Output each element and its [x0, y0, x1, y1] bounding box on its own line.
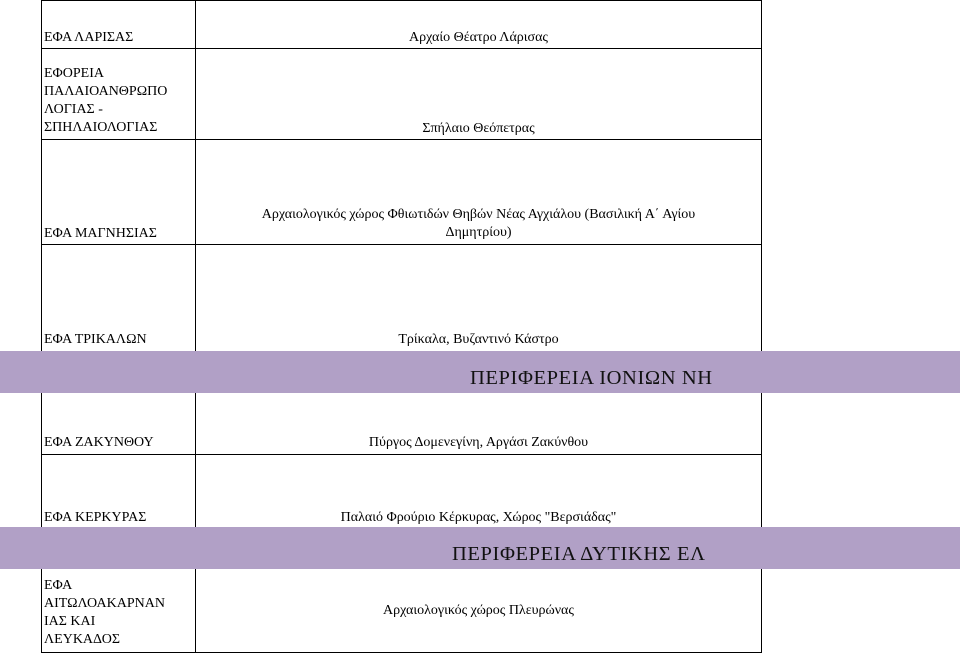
grid-line [761, 393, 762, 527]
grid-line [195, 0, 196, 351]
authority-line: ΑΙΤΩΛΟΑΚΑΡΝΑΝ [44, 596, 165, 611]
site-line: Αρχαιολογικός χώρος Φθιωτιδών Θηβών Νέας Αγχιάλου (Βασιλική Α΄ Αγίου [261, 207, 696, 222]
site-cell: Σπήλαιο Θεόπετρας [422, 121, 535, 136]
authority-cell: ΕΦΑ ΛΑΡΙΣΑΣ [44, 30, 134, 45]
grid-line [41, 48, 762, 49]
grid-line [761, 569, 762, 653]
grid-line [41, 393, 42, 527]
authority-cell [44, 577, 192, 649]
grid-line [41, 569, 42, 653]
grid-line [41, 454, 762, 455]
authority-line: ΙΑΣ ΚΑΙ [44, 614, 96, 629]
authority-cell: ΕΦΑ ΤΡΙΚΑΛΩΝ [44, 332, 147, 347]
site-cell: Αρχαιολογικός χώρος Πλευρώνας [383, 603, 574, 618]
region-band-label: ΠΕΡΙΦΕΡΕΙΑ ΙΟΝΙΩΝ ΝΗ [470, 367, 713, 389]
authority-cell: ΕΦΑ ΖΑΚΥΝΘΟΥ [44, 435, 154, 450]
authority-cell: ΕΦΑ ΜΑΓΝΗΣΙΑΣ [44, 226, 157, 241]
authority-line: ΣΠΗΛΑΙΟΛΟΓΙΑΣ [44, 120, 158, 135]
authority-line: ΛΕΥΚΑΔΟΣ [44, 632, 121, 647]
site-line: Δημητρίου) [445, 225, 512, 240]
authority-line: ΛΟΓΙΑΣ - [44, 102, 103, 117]
authority-line: ΠΑΛΑΙΟΑΝΘΡΩΠΟ [44, 84, 168, 99]
authority-cell [44, 65, 192, 137]
grid-line [41, 244, 762, 245]
authority-cell: ΕΦΑ ΚΕΡΚΥΡΑΣ [44, 510, 147, 525]
region-band-ionian [0, 351, 960, 393]
grid-line [41, 0, 42, 351]
authority-line: ΕΦΑ [44, 578, 73, 593]
site-cell [196, 206, 761, 242]
region-band-label: ΠΕΡΙΦΕΡΕΙΑ ΔΥΤΙΚΗΣ ΕΛ [452, 543, 706, 565]
site-cell: Αρχαίο Θέατρο Λάρισας [409, 30, 548, 45]
site-cell: Παλαιό Φρούριο Κέρκυρας, Χώρος "Βερσιάδας" [340, 510, 617, 525]
authority-line: ΕΦΟΡΕΙΑ [44, 66, 105, 81]
grid-line [761, 0, 762, 351]
site-cell: Τρίκαλα, Βυζαντινό Κάστρο [398, 332, 559, 347]
region-band-western [0, 527, 960, 569]
grid-line [195, 393, 196, 527]
grid-line [41, 0, 762, 1]
site-cell: Πύργος Δομενεγίνη, Αργάσι Ζακύνθου [368, 435, 589, 450]
grid-line [41, 139, 762, 140]
